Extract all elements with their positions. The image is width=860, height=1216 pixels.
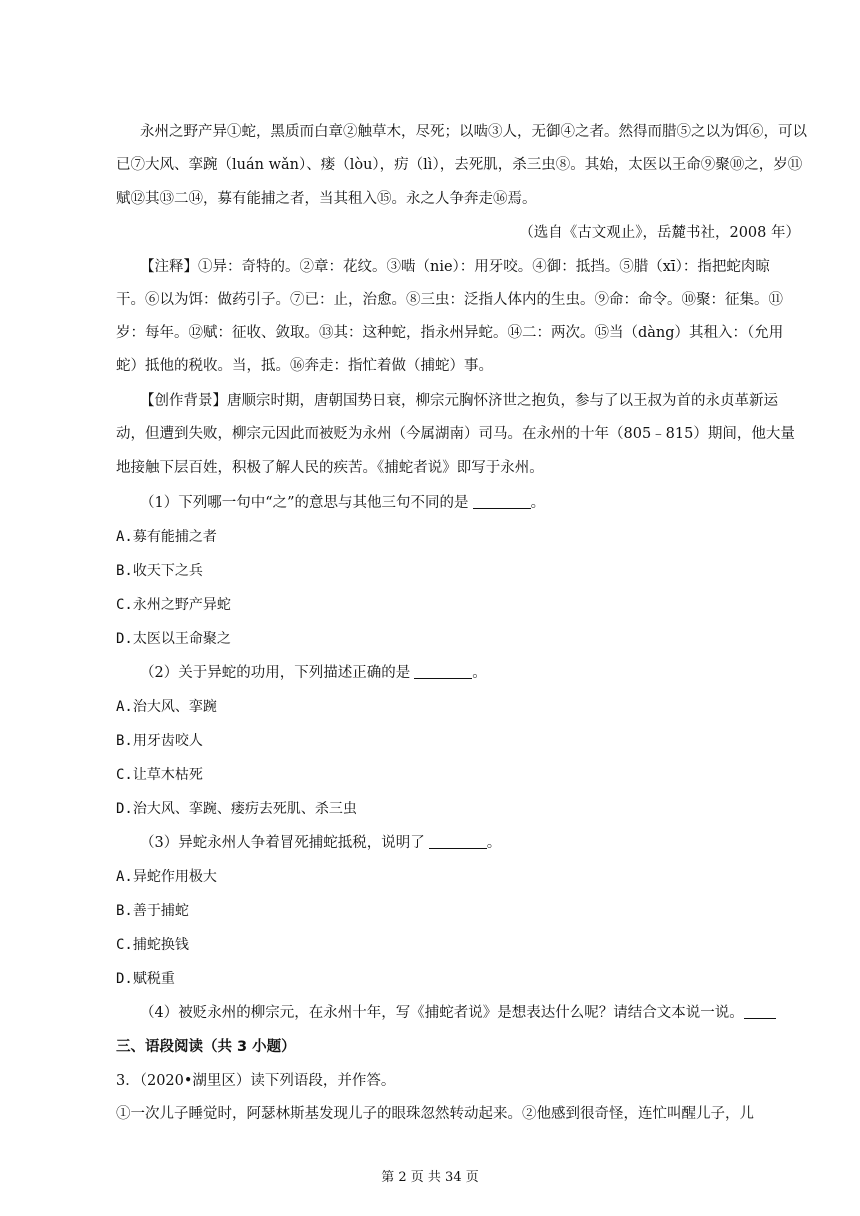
question-3-option-c[interactable]: C.捕蛇换钱 — [116, 937, 189, 953]
passage-line-2: 已⑦大风、挛踠（luán wǎn）、瘘（lòu），疠（lì），去死肌，杀三虫⑧。其始，太医以王命⑨聚⑩之，岁⑪ — [116, 157, 803, 173]
notes-line-1: 【注释】①异：奇特的。②章：花纹。③啮（nie）：用牙咬。④御：抵挡。⑤腊（xī）：指把蛇肉晾 — [140, 259, 770, 275]
question-3-text: （3）异蛇永州人争着冒死捕蛇抵税，说明了 — [140, 835, 425, 851]
passage-line-3: 赋⑫其⑬二⑭，募有能捕之者，当其租入⑮。永之人争奔走⑯焉。 — [116, 191, 537, 207]
passage-line-1: 永州之野产异①蛇，黑质而白章②触草木，尽死；以啮③人，无御④之者。然得而腊⑤之以为饵⑥，可以 — [140, 124, 807, 140]
answer-blank[interactable] — [744, 1004, 776, 1019]
answer-blank[interactable] — [429, 834, 487, 849]
question-3-option-d[interactable]: D.赋税重 — [116, 971, 175, 987]
notes-line-4: 蛇）抵他的税收。当，抵。⑯奔走：指忙着做（捕蛇）事。 — [116, 358, 493, 374]
notes-line-3: 岁：每年。⑫赋：征收、敛取。⑬其：这种蛇，指永州异蛇。⑭二：两次。⑮当（dàng）其租入：（允用 — [116, 325, 784, 341]
question-2-option-d[interactable]: D.治大风、挛踠、瘘疠去死肌、杀三虫 — [116, 801, 357, 817]
question-2-stem: （2）关于异蛇的功用，下列描述正确的是 。 — [140, 665, 487, 681]
question-2-option-b[interactable]: B.用牙齿咬人 — [116, 733, 203, 749]
question-2-text: （2）关于异蛇的功用，下列描述正确的是 — [140, 665, 411, 681]
question-3-title: 3．（2020•湖里区）读下列语段，并作答。 — [116, 1073, 396, 1089]
passage-source: （选自《古文观止》，岳麓书社，2008 年） — [519, 225, 800, 241]
answer-blank[interactable] — [414, 664, 472, 679]
background-line-3: 地接触下层百姓，积极了解人民的疾苦。《捕蛇者说》即写于永州。 — [116, 460, 544, 476]
question-1-stem: （1）下列哪一句中“之”的意思与其他三句不同的是 。 — [140, 495, 546, 511]
question-4-text: （4）被贬永州的柳宗元，在永州十年，写《捕蛇者说》是想表达什么呢？请结合文本说一说。 — [140, 1005, 744, 1021]
question-3-option-a[interactable]: A.异蛇作用极大 — [116, 869, 217, 885]
question-2-option-c[interactable]: C.让草木枯死 — [116, 767, 203, 783]
question-3-passage: ①一次儿子睡觉时，阿瑟林斯基发现儿子的眼珠忽然转动起来。②他感到很奇怪，连忙叫醒儿子，儿 — [116, 1106, 754, 1122]
background-line-2: 动，但遭到失败，柳宗元因此而被贬为永州（今属湖南）司马。在永州的十年（805﹣815）期间，他大量 — [116, 426, 795, 442]
question-1-text: （1）下列哪一句中“之”的意思与其他三句不同的是 — [140, 495, 469, 511]
question-1-option-d[interactable]: D.太医以王命聚之 — [116, 631, 231, 647]
question-3-stem: （3）异蛇永州人争着冒死捕蛇抵税，说明了 。 — [140, 835, 502, 851]
question-1-option-b[interactable]: B.收天下之兵 — [116, 563, 203, 579]
question-3-option-b[interactable]: B.善于捕蛇 — [116, 903, 189, 919]
page-footer: 第 2 页 共 34 页 — [381, 1170, 479, 1185]
section-heading: 三、语段阅读（共 3 小题） — [116, 1039, 296, 1055]
background-line-1: 【创作背景】唐顺宗时期，唐朝国势日衰，柳宗元胸怀济世之抱负，参与了以王叔为首的永贞革新运 — [140, 393, 778, 409]
question-2-option-a[interactable]: A.治大风、挛踠 — [116, 699, 217, 715]
question-4-stem — [140, 1003, 800, 1023]
notes-line-2: 干。⑥以为饵：做药引子。⑦已：止，治愈。⑧三虫：泛指人体内的生虫。⑨命：命令。⑩聚：征集。⑪ — [116, 292, 783, 308]
answer-blank[interactable] — [473, 494, 531, 509]
question-1-option-c[interactable]: C.永州之野产异蛇 — [116, 597, 231, 613]
question-1-option-a[interactable]: A.募有能捕之者 — [116, 529, 217, 545]
